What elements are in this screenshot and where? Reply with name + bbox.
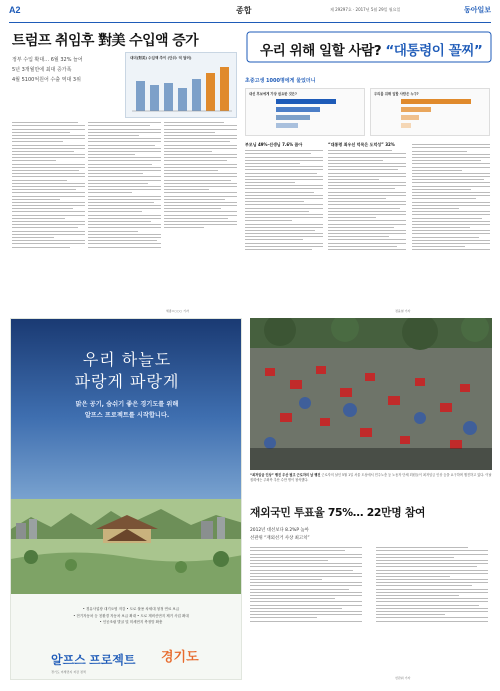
survey-bars [246,89,366,137]
chart-bar [206,73,215,111]
survey-chart-right [370,88,490,136]
ad-logo[interactable] [51,651,135,674]
section-title: 종합 [236,6,252,15]
chart-bar [220,67,229,111]
chart-bar [136,81,145,111]
right-article-col1 [245,142,323,312]
survey-title: 우리를 위해 일할 사람은 누구? [374,92,419,96]
text-block [376,547,488,621]
photo-caption [250,473,492,482]
ad-bullet-list [41,606,221,626]
header-rule [9,22,491,23]
left-subtitle-line: 정부 수입 확대… 6월 32% 늘어 [12,57,83,63]
left-article-subtitle [12,55,132,85]
ad-subline-1: 맑은 공기, 숨쉬기 좋은 경기도를 위해 [75,401,179,408]
ad-sky-background [11,319,242,499]
left-subtitle-line: 5년 3개월만에 최대 증가폭 [12,67,72,73]
page-header [0,0,500,26]
right-article-col3 [412,142,490,312]
ad-subline-2: 알프스 프로젝트를 시작합니다. [84,412,170,419]
ad-headline-2: 파랑게 파랑게 [74,372,180,391]
ad-headline-1: 우리 하늘도 [82,350,172,369]
import-chart [125,52,237,118]
text-block [412,144,490,250]
ad-logo-text: 알프스 프로젝트 [51,653,136,667]
bottom-subtitle-line: 선관위 “재외선거 사상 최고치” [250,536,310,541]
right-article-byline: 정윤철 기자 [395,309,411,313]
text-block [12,122,85,247]
chart-bar [150,85,159,111]
right-article-subtitle: 초중고생 1000명에게 물었더니 [245,78,316,84]
ad-logo-sub: 경기도 미세먼지 저감 정책 [51,670,86,674]
text-block [164,122,237,228]
ad-mascot-logo: 경기도 [161,650,199,665]
photo-caption-title: “최저임금 인상” 행진 우산 펼고 근로자의 날 행진 [250,473,321,477]
ad-landscape-illustration [11,499,242,594]
issue-info: 제 29297호 · 2017년 5월 29일 월요일 [330,7,401,12]
page-number: A2 [9,5,21,15]
bottom-article-byline: 선관위 기자 [395,676,411,680]
title-quote: “대통령이 꼴찌” [385,43,483,59]
text-block [88,122,161,247]
col-heading: “대통령 최우선 덕목은 도덕성” 32% [328,142,395,147]
bottom-article-col2 [376,545,488,675]
rally-photo[interactable] [250,318,492,470]
text-block [250,547,362,621]
left-article-title[interactable]: 트럼프 취임후 對美 수입액 증가 [12,33,199,49]
left-article-byline: 세종=○○○ 기자 [166,309,189,313]
left-article-col3 [164,120,237,320]
right-article-title[interactable] [260,39,482,59]
photo-caption-text: 근로자의 날인 5월 1일 서울 도심에서 민주노총 등 노동자 단체 회원들이 최저임금 인상 등을 요구하며 행진하고 있다. 이날 집회에는 주최측 추산 수만 명이 참석했다. [250,473,492,482]
left-article-col2 [88,120,161,320]
title-prefix: 우리 위해 일할 사람? [260,43,382,59]
left-article-col1 [12,120,85,320]
chart-bar [164,83,173,111]
text-block [328,150,406,250]
bottom-article-title[interactable]: 재외국민 투표율 75%… 22만명 참여 [250,506,426,519]
chart-title: 대미(對美) 수입액 추이 (단위: 억 달러) [130,56,192,60]
ad-bullet: • 전기자동차 등 친환경 자동차 보급 확대 • 도로 재비산먼지 제거 사업 확대 [73,613,189,618]
newspaper-name: 동아일보 [463,5,491,14]
bottom-article-subtitle [250,527,360,543]
ad-bullet: • 인공조림 발굴 및 미세먼지 측정망 확충 [99,620,163,624]
advertisement[interactable] [10,318,242,680]
col-heading: 부모님 49%·선생님 7.6% 꼽아 [245,142,303,147]
chart-bar [178,88,187,111]
text-block [245,150,323,250]
survey-bars [371,89,491,137]
right-article-col2 [328,142,406,312]
bottom-subtitle-line: 2012년 대선보다 8.2%P 높아 [250,528,309,533]
chart-bar [192,79,201,111]
survey-title: 대선 후보에게 가장 필요한 것은? [249,92,297,96]
chart-graphic [126,53,238,119]
bottom-article-col1 [250,545,362,675]
survey-chart-left [245,88,365,136]
left-subtitle-line: 4월 5100억원어 수출 역대 3위 [12,77,81,83]
ad-bullet: • 경유사업장 대기오염 저감 • 도로 불용 차세대 청정 연료 보급 [82,607,180,611]
